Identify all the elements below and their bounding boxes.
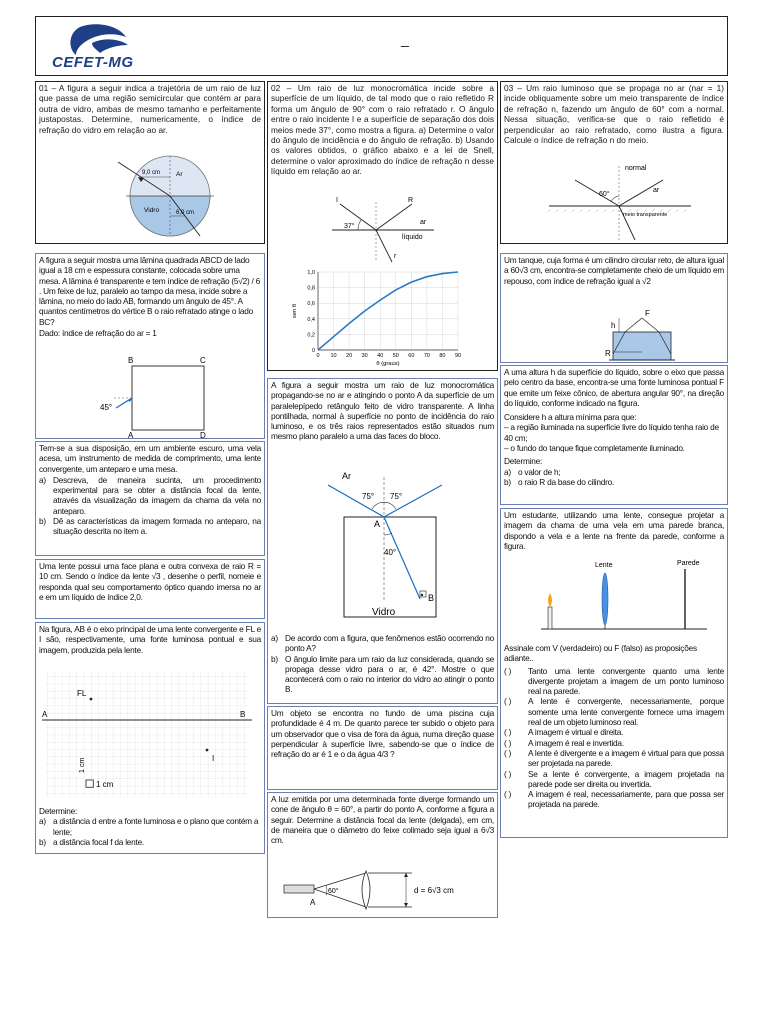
q7-item-a: a) a distância d entre a fonte luminosa e o plano que contém a lente;: [39, 816, 259, 837]
q12-determine: Determine:: [504, 456, 543, 467]
q1-figure: [116, 150, 226, 242]
q2-liq: líquido: [402, 234, 423, 241]
chart-xtick-label: 30: [361, 353, 368, 359]
q4-ang: 45°: [100, 403, 113, 412]
q13-lente: Lente: [595, 562, 613, 569]
q4-dado: Dado: índice de refração do ar = 1: [39, 328, 157, 339]
question-09: [267, 706, 498, 790]
q2-text: 02 – Um raio de luz monocromática incide sobre a superfície de um líquido, de tal modo que o raio refletido R forma um ângulo de 90° com o raio refratado r. O ângulo entre o raio incidente I e a superfície de separação dos dois meios mede 37°, como mostra a figura. a) Determine o valor do ângulo de incidência e do ângulo de refração. b) Usando os valores obtidos, o gráfico abaixo e a lei de Snell, determine o valor aproximado do índice de refração n desse líquido em relação ao ar.: [271, 83, 494, 177]
q13-item-5: ( ) A lente é divergente e a imagem é virtual para que possa ser projetada na parede.: [504, 747, 724, 769]
q8-a3: 40°: [384, 548, 397, 557]
question-05: [35, 441, 265, 556]
q5-item-b: b) Dê as características da imagem formada no anteparo, na situação descrita no item a.: [39, 516, 261, 537]
q11-F: F: [645, 309, 650, 318]
q11-h: h: [611, 321, 616, 330]
q12-item-a: a) o valor de h;: [504, 466, 561, 477]
q11-text: Um tanque, cuja forma é um cilindro circular reto, de altura igual a 60√3 cm, encontra-se completamente cheio de um líquido em repouso, com índice de refração igual a √2: [504, 255, 724, 286]
chart-xtick-label: 60: [408, 353, 415, 359]
q4-D: D: [200, 431, 206, 438]
q7-B: B: [240, 710, 246, 719]
q9-text: Um objeto se encontra no fundo de uma piscina cuja profundidade é 4 m. De quanto parece ter subido o objeto para um observador que o visa de fora da água, numa direção quase perpendicular à superfície livre, sabendo-se que o índice de refração do ar é 1 e o da água 4/3 ?: [271, 708, 494, 760]
cefet-logo: [46, 23, 146, 71]
q3-normal: normal: [625, 165, 647, 172]
question-11: [500, 253, 728, 363]
q13-item-2: ( ) A lente é convergente, necessariamente, porque somente uma lente convergente fornece uma imagem real de um objeto luminoso real.: [504, 696, 724, 728]
question-10: [267, 792, 498, 918]
q8-figure: [308, 471, 458, 621]
q3-ang: 60°: [599, 191, 610, 198]
question-08: [267, 378, 498, 704]
chart-xlabel: θ (graus): [376, 361, 400, 367]
q12-item-b: b) o raio R da base do cilindro.: [504, 476, 615, 487]
q10-text: A luz emitida por uma determinada fonte diverge formando um cone de ângulo θ = 60°, a partir do ponto A, conforme a figura a seguir. Determine a distância focal da lente (delgada), em cm, de maneira que o diâmetro do feixe colimado seja igual a 6√3 cm.: [271, 794, 494, 846]
chart-ytick-label: 0,2: [307, 332, 315, 339]
q7-FL: FL: [77, 689, 87, 698]
q3-ar: ar: [653, 187, 660, 194]
q8-vidro: Vidro: [372, 607, 396, 618]
sine-chart: [290, 268, 470, 368]
q10-figure: [282, 869, 482, 915]
q7-text: Na figura, AB é o eixo principal de uma lente convergente e FL e I são, respectivamente, uma fonte luminosa pontual e sua imagem, produzida pela lente.: [39, 624, 261, 655]
logo-text: CEFET-MG: [52, 54, 134, 71]
chart-ytick-label: 0,8: [307, 285, 315, 292]
question-04: [35, 253, 265, 439]
q7-item-b: b) a distância focal f da lente.: [39, 836, 144, 847]
q1-d2: 6,0 cm: [176, 210, 195, 216]
q13-figure: [531, 555, 711, 635]
q12-cond-2: – o fundo do tanque fique completamente iluminado.: [504, 443, 685, 454]
q4-A: A: [128, 431, 134, 438]
question-03: [500, 81, 728, 244]
q11-R: R: [605, 349, 611, 358]
q3-figure: [545, 162, 695, 242]
q8-text: A figura a seguir mostra um raio de luz monocromática propagando-se no ar e atingindo o ponto A da superfície de um paralelepípedo retângulo feito de vidro transparente. A linha pontilhada, normal à superfície no ponto de incidência do raio luminoso, e os três raios representados estão situados num mesmo plano paralelo a uma das faces do bloco.: [271, 380, 494, 442]
q7-I: I: [212, 754, 215, 763]
q3-text: 03 – Um raio luminoso que se propaga no ar (nar = 1) incide obliquamente sobre um meio transparente de índice de refração n, fazendo um ângulo de 60° com a normal. Nessa situação, verifica-se que o raio refletido é perpendicular ao raio refratado, como ilustra a figura. Calcule o índice de refração n do meio.: [504, 83, 724, 146]
q11-figure: [605, 304, 685, 362]
q2-ar: ar: [420, 219, 427, 226]
question-12: [500, 365, 728, 505]
q13-item-7: ( ) A imagem é real, necessariamente, para que possa ser projetada na parede.: [504, 789, 724, 810]
q13-item-4: ( ) A imagem é real e invertida.: [504, 737, 624, 748]
question-01: [35, 81, 265, 244]
q2-I: I: [336, 197, 338, 204]
q8-item-b: b) O ângulo limite para um raio da luz considerada, quando se propaga desse vidro para o ar, é 42°. Mostre o que acontecerá com o raio no interior do vidro ao atingir o ponto B.: [271, 653, 494, 695]
chart-xtick-label: 0: [316, 353, 320, 359]
question-07: [35, 622, 265, 854]
question-13: [500, 508, 728, 838]
q12-cond-intro: Considere h a altura mínima para que:: [504, 412, 637, 423]
q7-cm1: 1 cm: [96, 780, 114, 789]
chart-ytick-label: 1,0: [307, 270, 315, 276]
chart-ylabel: sen θ: [292, 303, 298, 319]
q2-R: R: [408, 197, 414, 204]
q4-text: A figura a seguir mostra uma lâmina quadrada ABCD de lado igual a 18 cm e espessura constante, colocada sobre uma mesa. A lâmina é transparente e tem índice de refração (5√2) / 6 . Um feixe de luz, paralelo ao tampo da mesa, incide sobre a lâmina, no meio do lado AB, formando um ângulo de 45°. A quantos centímetros do vértice B o raio refratado atinge o lado BC?: [39, 255, 260, 327]
q8-A: A: [374, 519, 381, 529]
chart-xtick-label: 10: [330, 353, 337, 359]
q12-text: A uma altura h da superfície do líquido, sobre o eixo que passa pelo centro da base, encontra-se uma fonte luminosa pontual F que emite um feixe cônico, de abertura angular 90°, na direção do líquido, conforme indicado na figura.: [504, 367, 724, 408]
q8-B: B: [428, 593, 435, 603]
q3-meio: meio transparente: [623, 212, 668, 218]
q13-item-3: ( ) A imagem é virtual e direita.: [504, 727, 624, 738]
q2-r: r: [394, 253, 397, 260]
question-06: [35, 559, 265, 619]
q2-figure: [328, 194, 438, 264]
q1-d1: 9,0 cm: [142, 170, 161, 176]
q12-cond-1: – a região iluminada na superfície livre do líquido tenha raio de 40 cm;: [504, 422, 719, 443]
q13-text: Um estudante, utilizando uma lente, consegue projetar a imagem da chama de uma vela em uma parede branca, dispondo a vela e a lente na frente da parede, conforme a figura.: [504, 510, 724, 551]
question-02: [267, 81, 498, 371]
q4-figure: [92, 354, 222, 438]
q4-B: B: [128, 356, 134, 365]
chart-ytick-label: 0,4: [307, 316, 315, 323]
q10-ang: 60°: [328, 888, 339, 895]
q8-a2: 75°: [390, 492, 403, 501]
q6-text: Uma lente possui uma face plana e outra convexa de raio R = 10 cm. Sendo o índice da lente √3 , desenhe o perfil, nomeie e responda qual seu comportamento óptico quando imersa no ar e em um líquido de índice 2,0.: [39, 561, 261, 602]
header: [35, 16, 728, 76]
chart-series-line: [318, 272, 458, 350]
q13-item-6: ( ) Se a lente é convergente, a imagem projetada na parede pode ser direita ou invertida.: [504, 768, 724, 789]
header-title: _: [401, 31, 409, 47]
q1-text: 01 – A figura a seguir indica a trajetória de um raio de luz que passa de uma região semicircular que contém ar para outra de vidro, ambas de mesmo tamanho e perfeitamente justapostas. Determine, numericamente, o índice de refração do vidro em relação ao ar.: [39, 83, 261, 135]
q1-ar: Ar: [176, 171, 183, 178]
q4-C: C: [200, 356, 206, 365]
chart-xtick-label: 70: [423, 353, 430, 359]
q7-cm2: 1 cm: [79, 757, 86, 773]
q8-a1: 75°: [362, 492, 375, 501]
q13-parede: Parede: [677, 560, 700, 567]
chart-xtick-label: 40: [377, 353, 384, 359]
q5-text: Tem-se a sua disposição, em um ambiente escuro, uma vela acesa, um instrumento de medida de comprimento, uma lente convergente, um anteparo e uma mesa.: [39, 443, 261, 474]
chart-xtick-label: 90: [454, 353, 462, 359]
q13-assinale: Assinale com V (verdadeiro) ou F (falso) as proposições adiante..: [504, 643, 697, 664]
q8-ar: Ar: [342, 471, 351, 481]
chart-xtick-label: 80: [439, 353, 446, 359]
q7-figure: [40, 669, 260, 801]
q10-d: d = 6√3 cm: [414, 886, 454, 895]
chart-xtick-label: 20: [346, 353, 353, 359]
q7-determine: Determine:: [39, 806, 78, 816]
q10-A: A: [310, 898, 316, 907]
q2-ang: 37°: [344, 223, 355, 230]
q13-item-1: ( ) Tanto uma lente convergente quanto uma lente divergente projetam a imagem de um ponto luminoso real na parede.: [504, 665, 724, 697]
q7-A: A: [42, 710, 48, 719]
chart-xtick-label: 50: [392, 353, 399, 359]
chart-ytick-label: 0,6: [307, 301, 315, 308]
q8-item-a: a) De acordo com a figura, que fenômenos estão ocorrendo no ponto A?: [271, 633, 494, 654]
chart-ytick-label: 0: [311, 348, 315, 354]
q5-item-a: a) Descreva, de maneira sucinta, um procedimento experimental para se obter a distância focal da lente, através da visualização da imagem da chama da vela no anteparo.: [39, 474, 261, 516]
q1-vidro: Vidro: [144, 207, 160, 214]
